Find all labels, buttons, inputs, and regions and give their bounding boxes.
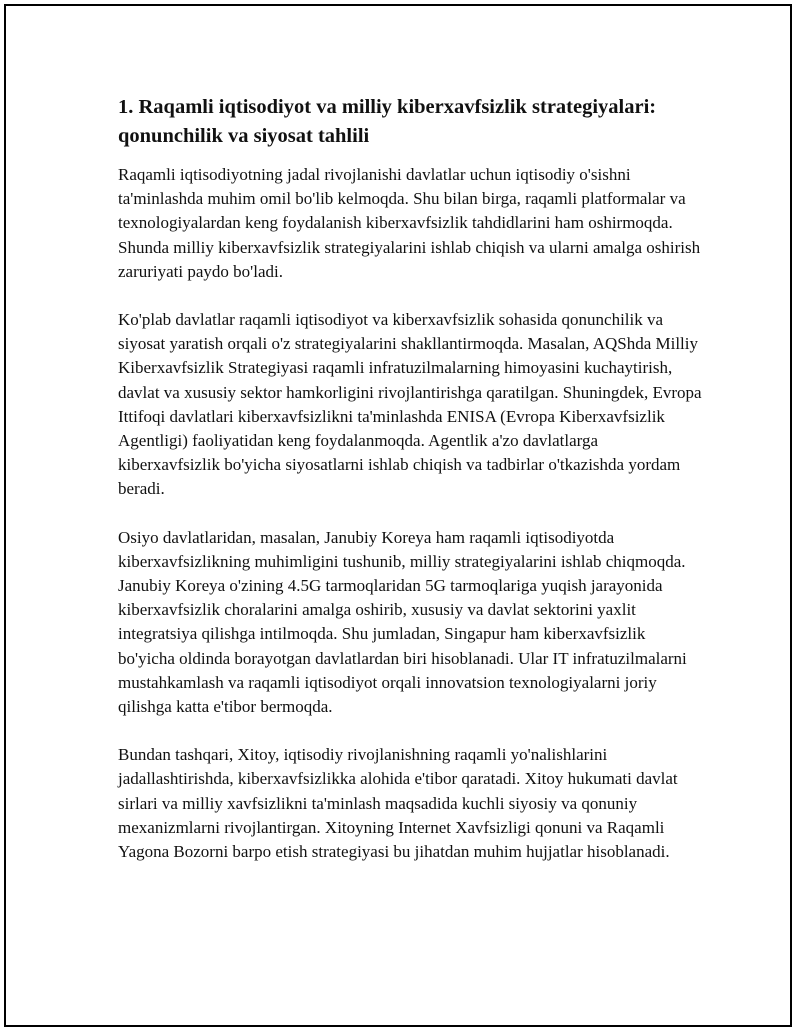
paragraph-3: Osiyo davlatlaridan, masalan, Janubiy Koreya ham raqamli iqtisodiyotda kiberxavfsizlikning muhimligini tushunib, milliy strategiyalarini ishlab chiqmoqda. Janubiy Koreya o'zining 4.5G tarmoqlaridan 5G tarmoqlariga yuqish jarayonida kiberxavfsizlik choralarini amalga oshirib, xususiy va davlat sektorini yaxlit integratsiya qilishga intilmoqda. Shu jumladan, Singapur ham kiberxavfsizlik bo'yicha oldinda borayotgan davlatlardan biri hisoblanadi. Ular IT infratuzilmalarni mustahkamlash va raqamli iqtisodiyot orqali innovatsion texnologiyalarni joriy qilishga katta e'tibor bermoqda. [118, 527, 687, 717]
paragraph-4: Bundan tashqari, Xitoy, iqtisodiy rivojlanishning raqamli yo'nalishlarini jadallashtirishda, kiberxavfsizlikka alohida e'tibor qaratadi. Xitoy hukumati davlat sirlari va milliy xavfsizlikni ta'minlash maqsadida kuchli siyosiy va qonuniy mexanizmlarni rivojlantirgan. Xitoyning Internet Xavfsizligi qonuni va Raqamli Yagona Bozorni barpo etish strategiyasi bu jihatdan muhim hujjatlar hisoblanadi. [118, 745, 678, 862]
section-title: 1. Raqamli iqtisodiyot va milliy kiberxavfsizlik strategiyalari: qonunchilik va siyosat tahlili [118, 96, 657, 147]
document-body [118, 93, 703, 888]
paragraph-1: Raqamli iqtisodiyotning jadal rivojlanishi davlatlar uchun iqtisodiy o'sishni ta'minlashda muhim omil bo'lib kelmoqda. Shu bilan birga, raqamli platformalar va texnologiyalardan keng foydalanish kiberxavfsizlik tahdidlarini ham oshirmoqda. Shunda milliy kiberxavfsizlik strategiyalarini ishlab chiqish va ularni amalga oshirish zaruriyati paydo bo'ladi. [118, 165, 701, 281]
paragraph-2: Ko'plab davlatlar raqamli iqtisodiyot va kiberxavfsizlik sohasida qonunchilik va siyosat yaratish orqali o'z strategiyalarini shakllantirmoqda. Masalan, AQShda Milliy Kiberxavfsizlik Strategiyasi raqamli infratuzilmalarning himoyasini kuchaytirish, davlat va xususiy sektor hamkorligini rivojlantirishga qaratilgan. Shuningdek, Evropa Ittifoqi davlatlari kiberxavfsizlikni ta'minlashda ENISA (Evropa Kiberxavfsizlik Agentligi) faoliyatidan keng foydalanmoqda. Agentlik a'zo davlatlarga kiberxavfsizlik bo'yicha siyosatlarni ishlab chiqish va tadbirlar o'tkazishda yordam beradi. [118, 310, 702, 499]
